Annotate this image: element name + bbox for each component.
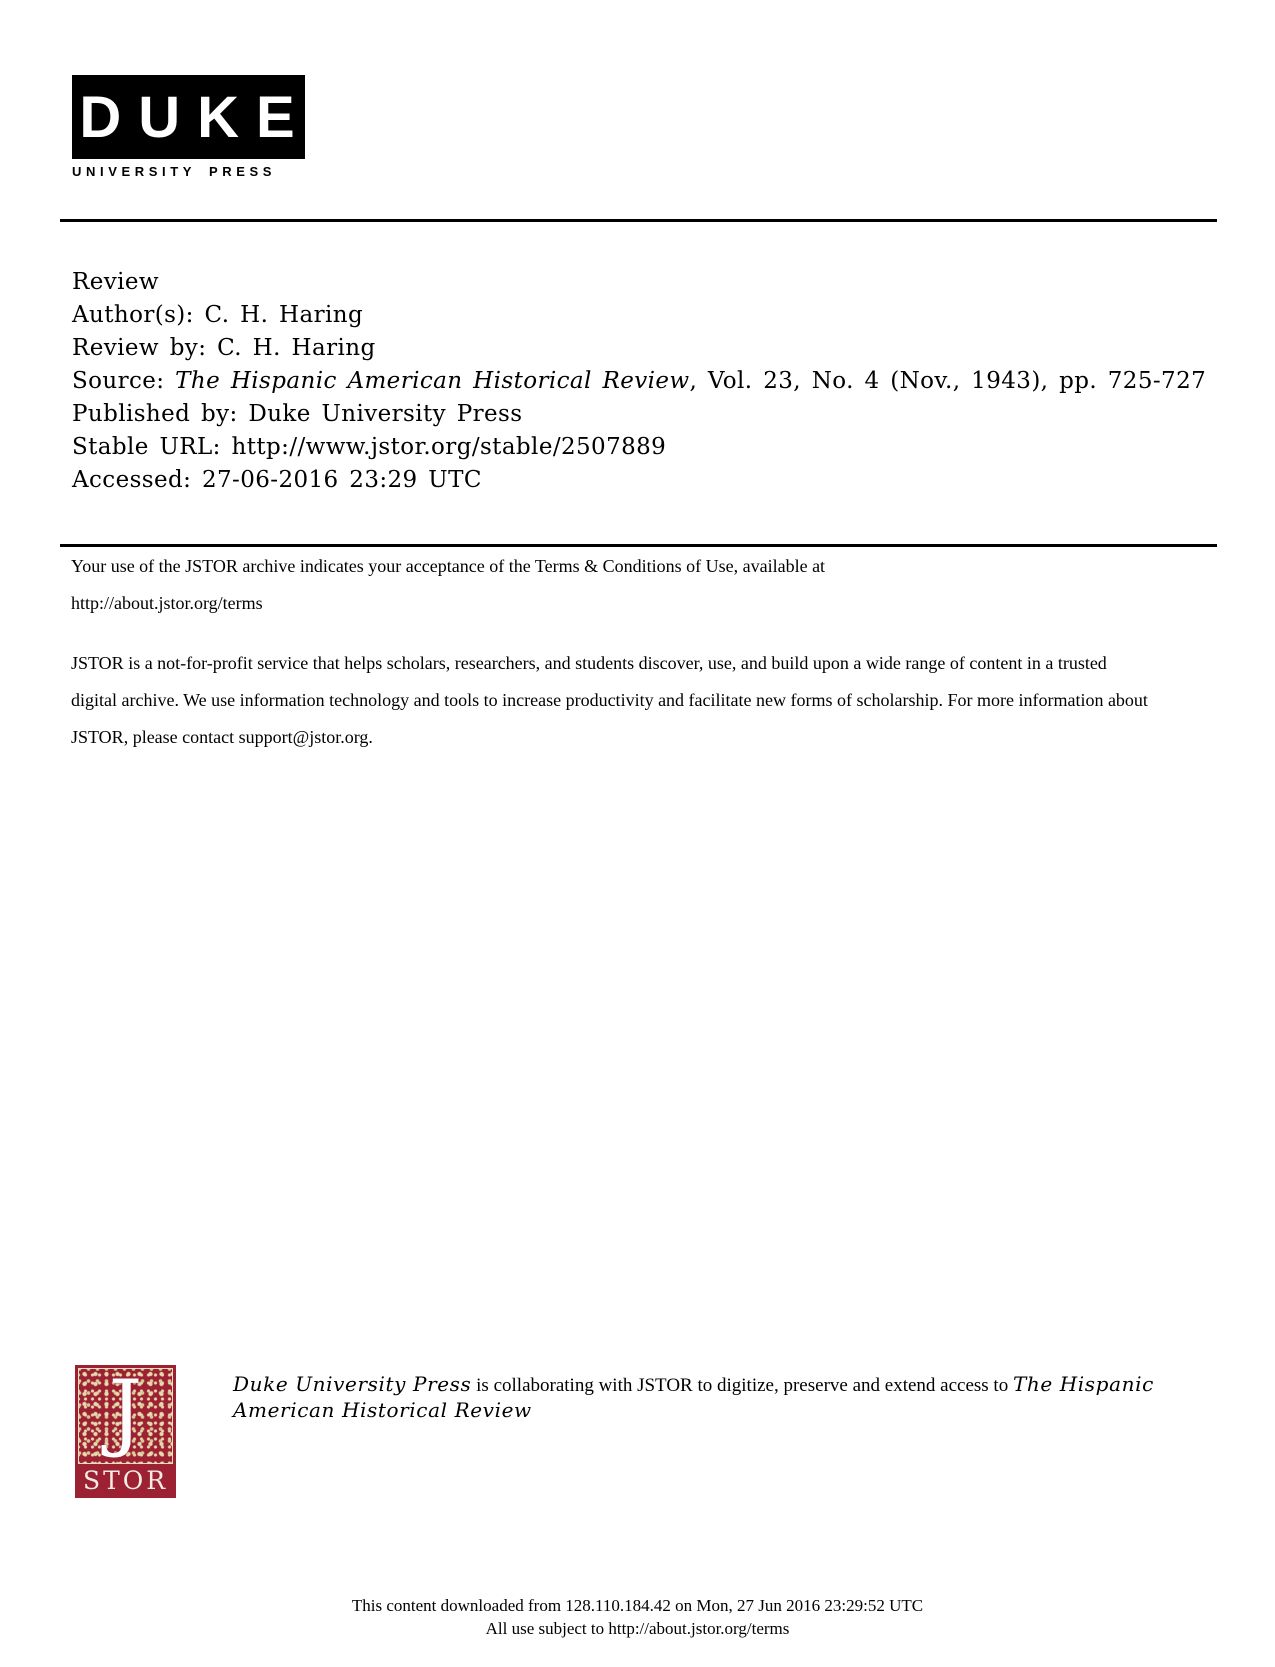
collaboration-line-1: [233, 1372, 1243, 1398]
terms-notice-line: Your use of the JSTOR archive indicates your acceptance of the Terms & Conditions of Use, available at: [71, 556, 826, 576]
publisher-name: Duke University Press: [233, 1372, 472, 1396]
article-stable-url: Stable URL: http://www.jstor.org/stable/2507889: [72, 434, 667, 460]
jstor-description-line-2: digital archive. We use information technology and tools to increase productivity and facilitate new forms of scholarship. For more information about: [71, 690, 1148, 710]
terms-notice: [71, 556, 825, 630]
citation-block: [72, 266, 1206, 497]
middle-divider-rule: [60, 544, 1217, 547]
journal-name-part-1: The Hispanic: [1012, 1372, 1154, 1396]
collaboration-text: is collaborating with JSTOR to digitize, preserve and extend access to: [471, 1375, 1013, 1396]
journal-name-part-2: American Historical Review: [233, 1398, 532, 1422]
duke-university-press-logo: [72, 75, 312, 179]
article-source: [72, 365, 1206, 398]
article-review-by: Review by: C. H. Haring: [72, 335, 376, 361]
source-details: , Vol. 23, No. 4 (Nov., 1943), pp. 725-727: [689, 368, 1207, 394]
jstor-logo-stor-text: STOR: [82, 1466, 169, 1495]
article-publisher: Published by: Duke University Press: [72, 401, 523, 427]
download-footer: [0, 1594, 1275, 1640]
jstor-logo-j-letter: J: [108, 1362, 143, 1460]
jstor-description-line-1: JSTOR is a not-for-profit service that helps scholars, researchers, and students discover, use, and build upon a wide range of content in a trusted: [71, 653, 1107, 673]
top-divider-rule: [60, 219, 1217, 222]
article-title: Review: [72, 269, 159, 295]
terms-notice-url: http://about.jstor.org/terms: [71, 593, 263, 613]
duke-logo-subtitle: UNIVERSITY PRESS: [72, 164, 277, 179]
article-authors: Author(s): C. H. Haring: [72, 302, 364, 328]
jstor-logo: [75, 1362, 176, 1498]
jstor-description: [71, 653, 1148, 764]
collaboration-note: [233, 1372, 1243, 1423]
footer-terms-note: All use subject to http://about.jstor.org/terms: [485, 1619, 790, 1638]
footer-download-note: This content downloaded from 128.110.184.42 on Mon, 27 Jun 2016 23:29:52 UTC: [351, 1596, 924, 1615]
source-label: Source:: [72, 368, 176, 394]
source-journal-title: The Hispanic American Historical Review: [175, 368, 690, 394]
article-accessed: Accessed: 27-06-2016 23:29 UTC: [72, 467, 482, 493]
duke-logo-wordmark: DUKE: [72, 75, 305, 159]
collaboration-line-2: [233, 1398, 1243, 1423]
jstor-description-line-3: JSTOR, please contact support@jstor.org.: [71, 727, 373, 747]
